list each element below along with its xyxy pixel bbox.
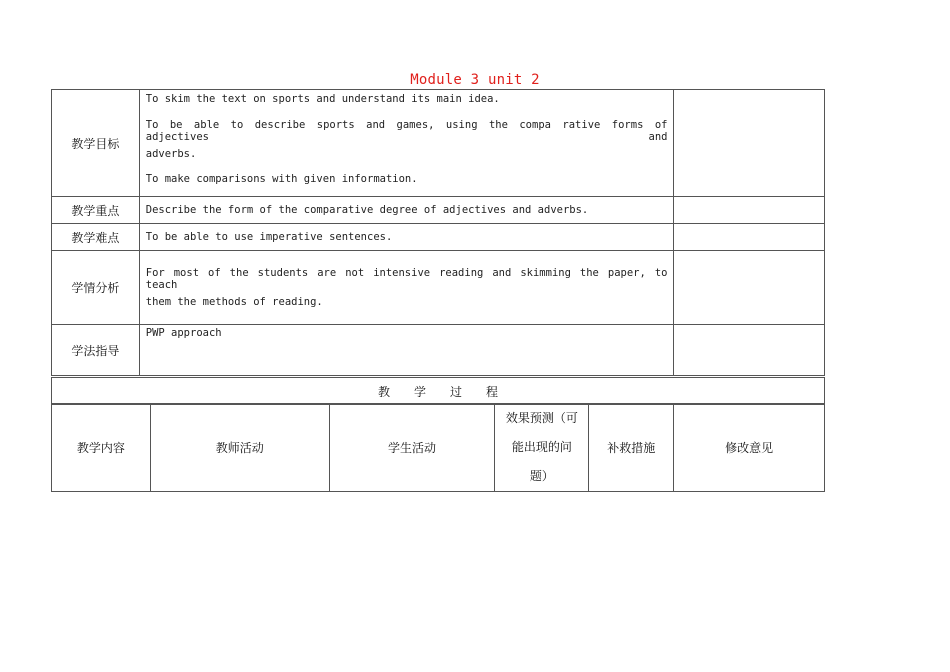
process-header: 教 学 过 程 [52, 378, 825, 405]
difficulties-remarks [674, 224, 825, 251]
learner-analysis-line-1: For most of the students are not intensive reading and skimming the paper, to teach [145, 267, 668, 291]
column-revision-comments: 修改意见 [674, 404, 825, 492]
effect-line-1: 效果预测（可 [505, 411, 578, 425]
method-content [139, 325, 674, 376]
document-title: Module 3 unit 2 [410, 72, 540, 88]
method-line: PWP approach [145, 327, 222, 339]
table-row [52, 325, 825, 376]
table-row [52, 378, 825, 405]
effect-line-2: 能出现的问 [511, 440, 572, 454]
row-label-key-points: 教学重点 [52, 197, 140, 224]
row-label-learner-analysis: 学情分析 [52, 251, 140, 325]
key-points-line: Describe the form of the comparative degree of adjectives and adverbs. [145, 204, 589, 216]
table-row [52, 90, 825, 197]
method-remarks [674, 325, 825, 376]
learner-analysis-remarks [674, 251, 825, 325]
row-label-difficulties: 教学难点 [52, 224, 140, 251]
objectives-content [139, 90, 674, 197]
process-columns-table [51, 403, 825, 492]
process-header-table [51, 377, 825, 405]
objective-line-2: To be able to describe sports and games, using the compa rative forms of adjectives and [145, 119, 668, 143]
key-points-content [139, 197, 674, 224]
objective-line-3: adverbs. [145, 148, 197, 160]
key-points-remarks [674, 197, 825, 224]
column-student-activity: 学生活动 [329, 404, 495, 492]
effect-line-3: 题） [529, 469, 554, 483]
table-row [52, 197, 825, 224]
difficulties-line: To be able to use imperative sentences. [145, 231, 393, 243]
column-teacher-activity: 教师活动 [150, 404, 329, 492]
column-effect-prediction [495, 404, 589, 492]
objectives-table [51, 89, 825, 376]
column-remedial-measures: 补救措施 [589, 404, 674, 492]
learner-analysis-line-2: them the methods of reading. [145, 296, 323, 308]
table-row [52, 404, 825, 492]
objective-line-4: To make comparisons with given information. [145, 173, 418, 185]
table-row [52, 224, 825, 251]
learner-analysis-content [139, 251, 674, 325]
objectives-remarks [674, 90, 825, 197]
objective-line-1: To skim the text on sports and understand its main idea. [145, 93, 500, 105]
row-label-method: 学法指导 [52, 325, 140, 376]
difficulties-content [139, 224, 674, 251]
table-row [52, 251, 825, 325]
column-teaching-content: 教学内容 [52, 404, 151, 492]
row-label-objectives: 教学目标 [52, 90, 140, 197]
